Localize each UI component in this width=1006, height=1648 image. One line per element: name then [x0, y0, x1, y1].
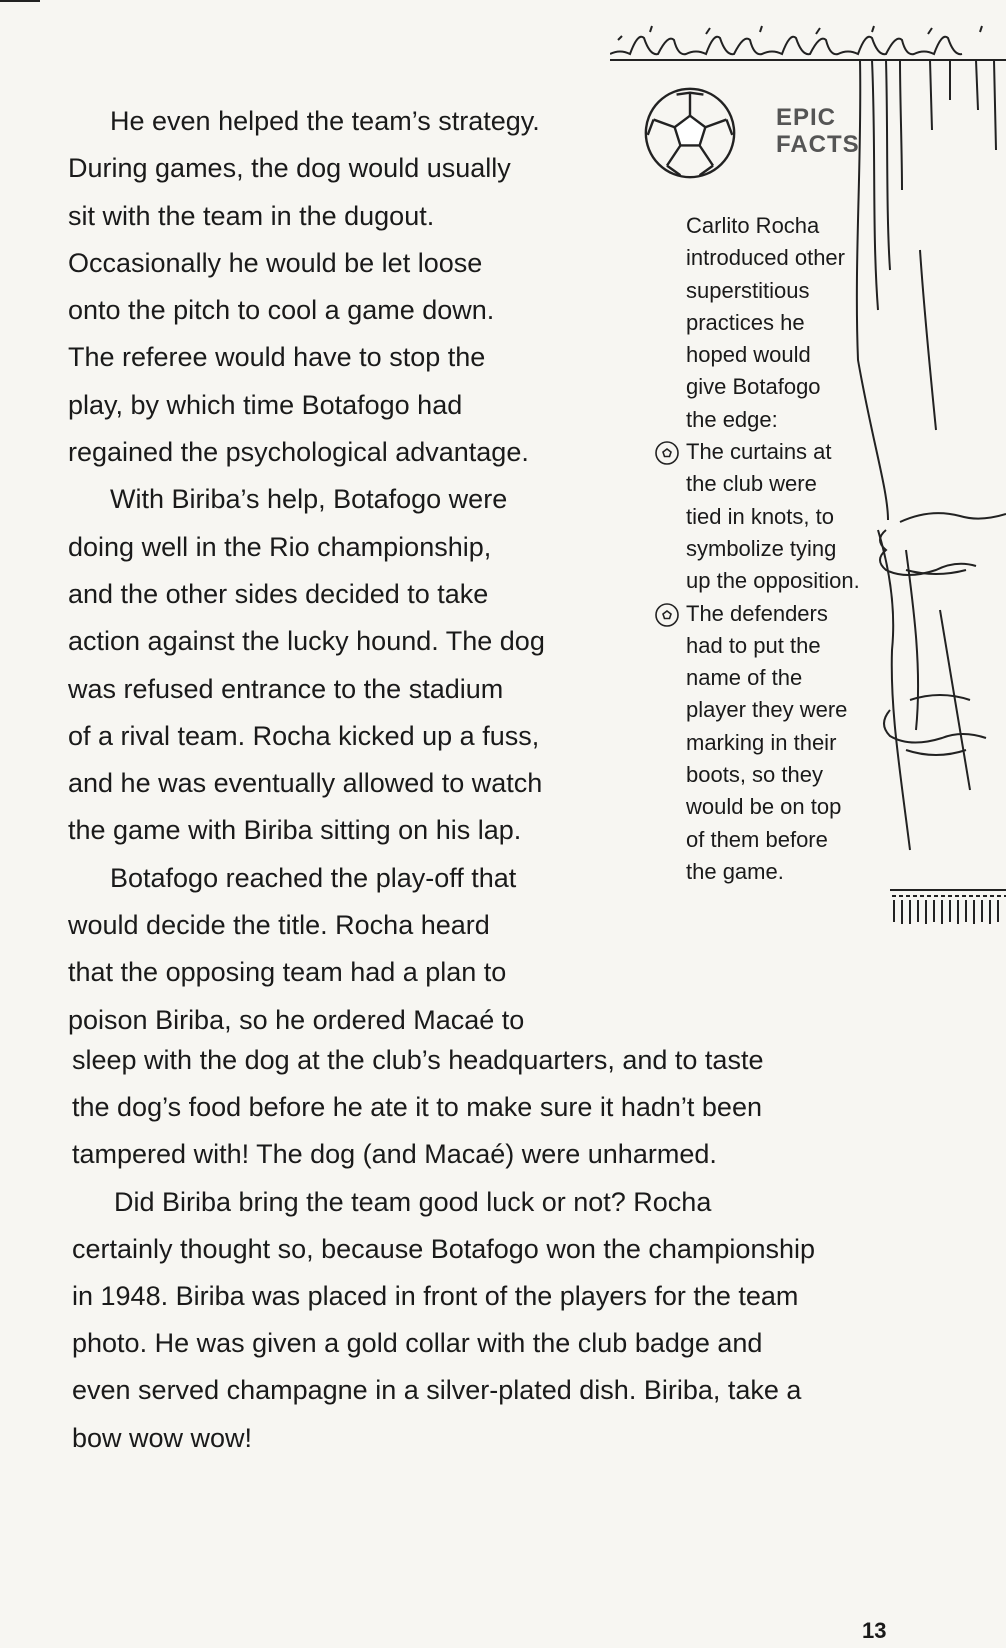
fact-line: would be on top — [686, 794, 842, 820]
fact-line: The defenders — [686, 600, 828, 626]
text-line: He even helped the team’s strategy. — [110, 106, 540, 136]
epic-facts-body — [686, 210, 936, 888]
text-line: bow wow wow! — [72, 1422, 253, 1453]
main-text-top — [68, 98, 608, 1044]
fact-line: hoped would — [686, 342, 811, 368]
text-line: play, by which time Botafogo had — [68, 389, 463, 420]
text-line: photo. He was given a gold collar with the club badge and — [72, 1328, 763, 1359]
fact-line: practices he — [686, 309, 805, 335]
text-line: certainly thought so, because Botafogo won the championship — [72, 1233, 815, 1264]
fact-line: up the opposition. — [686, 568, 860, 594]
fact-line: The curtains at — [686, 439, 832, 465]
text-line: onto the pitch to cool a game down. — [68, 295, 495, 326]
text-line: was refused entrance to the stadium — [68, 673, 504, 704]
text-line: action against the lucky hound. The dog — [68, 626, 545, 657]
text-line: would decide the title. Rocha heard — [68, 910, 490, 941]
main-text-bottom — [72, 1037, 922, 1462]
text-line: Botafogo reached the play-off that — [110, 862, 517, 893]
text-line: the game with Biriba sitting on his lap. — [68, 815, 522, 846]
text-line: sit with the team in the dugout. — [68, 200, 435, 231]
fact-line: introduced other — [686, 245, 845, 271]
text-line: tampered with! The dog (and Macaé) were unharmed. — [72, 1139, 717, 1170]
epic-facts-box — [622, 80, 912, 884]
text-line: regained the psychological advantage. — [68, 437, 529, 468]
top-rule — [0, 0, 40, 2]
fact-line: player they were — [686, 697, 848, 723]
fact-line: the edge: — [686, 406, 778, 432]
page-number: 13 — [862, 1618, 887, 1643]
text-line: even served champagne in a silver-plated dish. Biriba, take a — [72, 1375, 802, 1406]
fact-line: name of the — [686, 665, 803, 691]
fact-bullet-item — [686, 598, 936, 630]
epic-facts-title-line1: EPIC — [776, 104, 837, 131]
epic-facts-title — [776, 104, 860, 158]
fact-line: tied in knots, to — [686, 503, 834, 529]
text-line: and he was eventually allowed to watch — [68, 768, 543, 799]
fact-bullet-item — [686, 436, 936, 468]
epic-facts-title-line2: FACTS — [776, 131, 860, 158]
football-bullet-icon — [654, 602, 680, 628]
text-line: that the opposing team had a plan to — [68, 957, 507, 988]
fact-line: superstitious — [686, 277, 810, 303]
text-line: sleep with the dog at the club’s headquarters, and to taste — [72, 1045, 764, 1075]
fact-line: the game. — [686, 858, 784, 884]
text-line: Did Biriba bring the team good luck or not? Rocha — [114, 1186, 712, 1217]
football-bullet-icon — [654, 440, 680, 466]
fact-line: symbolize tying — [686, 535, 837, 561]
text-line: of a rival team. Rocha kicked up a fuss, — [68, 720, 540, 751]
text-line: and the other sides decided to take — [68, 578, 489, 609]
fact-line: Carlito Rocha — [686, 213, 820, 238]
fact-line: marking in their — [686, 729, 837, 755]
fact-line: boots, so they — [686, 762, 823, 788]
text-line: the dog’s food before he ate it to make sure it hadn’t been — [72, 1092, 762, 1123]
text-line: Occasionally he would be let loose — [68, 247, 483, 278]
text-line: The referee would have to stop the — [68, 342, 486, 373]
text-line: poison Biriba, so he ordered Macaé to — [68, 1004, 525, 1035]
fact-line: had to put the — [686, 632, 821, 658]
text-line: doing well in the Rio championship, — [68, 531, 492, 562]
text-line: With Biriba’s help, Botafogo were — [110, 484, 508, 515]
fact-line: give Botafogo — [686, 374, 821, 400]
text-line: During games, the dog would usually — [68, 153, 511, 184]
fact-line: the club were — [686, 471, 817, 497]
epic-facts-header — [622, 80, 912, 200]
fact-line: of them before — [686, 826, 828, 852]
text-line: in 1948. Biriba was placed in front of the players for the team — [72, 1281, 799, 1312]
football-icon — [642, 85, 738, 181]
